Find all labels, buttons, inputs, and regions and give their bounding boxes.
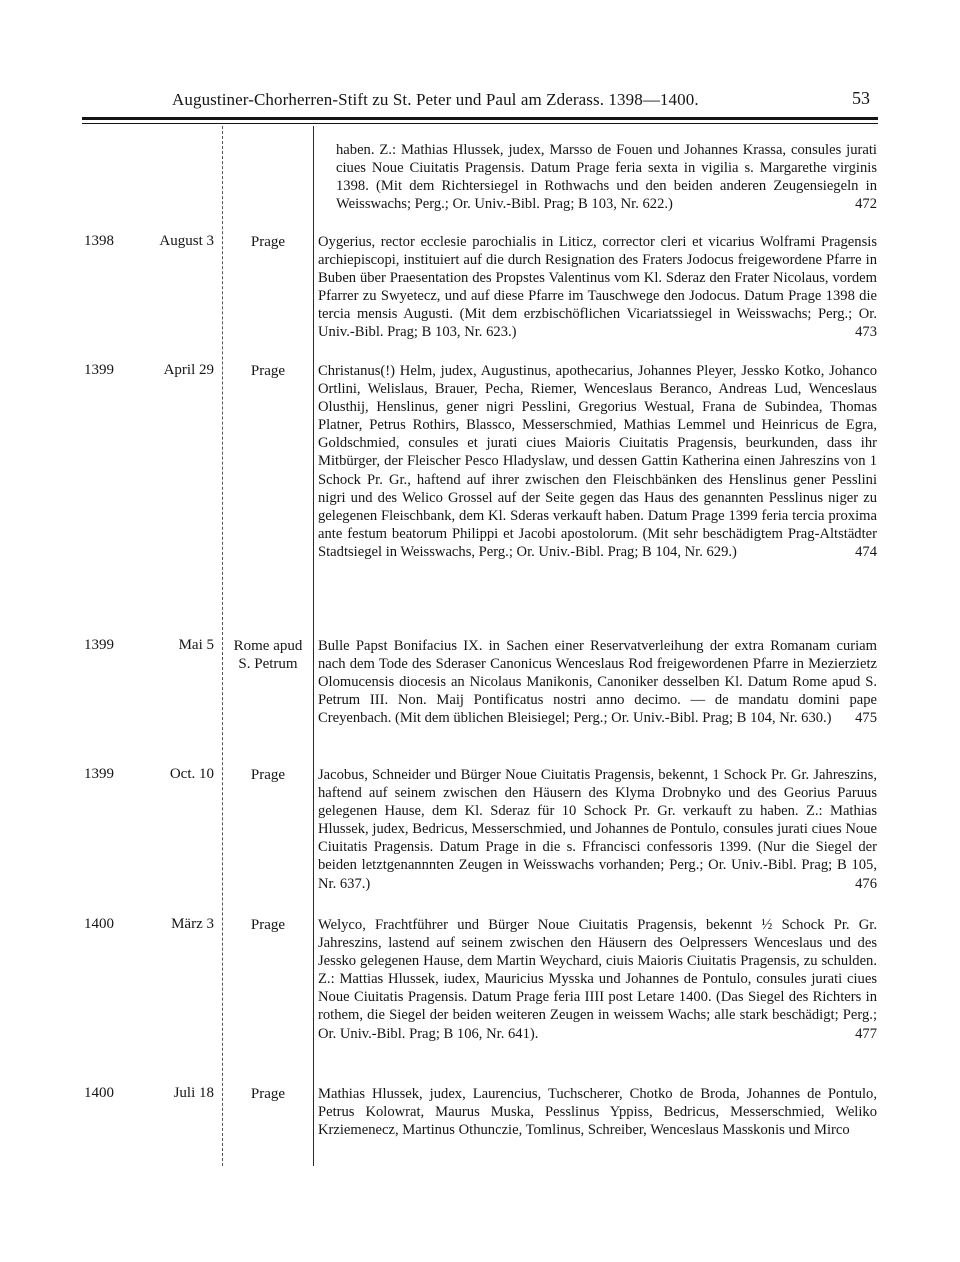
entry-475 bbox=[318, 637, 877, 727]
entry-year: 1399 bbox=[84, 362, 114, 378]
entry-473 bbox=[318, 233, 877, 342]
entry-number: 475 bbox=[855, 710, 877, 727]
entry-date: August 3 bbox=[159, 233, 214, 249]
entry-place: Prage bbox=[250, 234, 286, 250]
entry-place: Prage bbox=[250, 767, 286, 783]
page-number: 53 bbox=[852, 88, 870, 108]
column-divider-date bbox=[222, 126, 223, 1166]
entry-year: 1400 bbox=[84, 916, 114, 932]
running-head: Augustiner-Chorherren-Stift zu St. Peter und Paul am Zderass. 1398—1400. bbox=[172, 90, 699, 109]
entry-text: Jacobus, Schneider und Bürger Noue Ciuitatis Pragensis, bekennt, 1 Schock Pr. Gr. Jahreszins, haftend auf seinem zwischen den Häusern des Klyma Drobnyko und des Georius Paruus gelegenen Hause, dem Kl. Sderaz für 10 Schock Pr. Gr. verkauft zu haben. Z.: Mathias Hlussek, judex, Bedricus, Messerschmied, und Johannes de Pontulo, consules jurati ciues Noue Ciuitatis Pragensis. Datum Prage in die s. Ffrancisci confessoris 1399. (Nur die Siegel der beiden letztgenannnten Zeugen in Weisswachs vorhanden; Perg.; Or. Univ.-Bibl. Prag; B 105, Nr. 637.) bbox=[318, 767, 877, 892]
entry-continuation bbox=[336, 141, 877, 213]
entry-number: 473 bbox=[855, 324, 877, 341]
entry-text: haben. Z.: Mathias Hlussek, judex, Marsso de Fouen und Johannes Krassa, consules jurati ciues Noue Ciuitatis Pragensis. Datum Prage feria sexta in vigilia s. Margarethe virginis 1398. (Mit dem Richtersiegel in Rothwachs und den beiden anderen Zeugensiegeln in Weisswachs; Perg.; Or. Univ.-Bibl. Prag; B 103, Nr. 622.) bbox=[336, 142, 877, 213]
entry-year: 1399 bbox=[84, 637, 114, 653]
entry-year: 1398 bbox=[84, 233, 114, 249]
entry-text: Welyco, Frachtführer und Bürger Noue Ciuitatis Pragensis, bekennt ½ Schock Pr. Gr. Jahreszins, lastend auf seinem zwischen den Häusern des Oelpressers Wenceslaus und des Jessko gelegenen Hause, dem Martin Weychard, ciuis Maioris Ciuitatis Pragensis, zu schulden. Z.: Mattias Hlussek, iudex, Mauricius Mysska und Johannes de Pontulo, consules jurati ciues Noue Ciuitatis Pragensis. Datum Prage feria IIII post Letare 1400. (Das Siegel des Richters in rothem, die Siegel der beiden weiteren Zeugen in weissem Wachs; alle stark beschädigt; Perg.; Or. Univ.-Bibl. Prag; B 106, Nr. 641). bbox=[318, 917, 877, 1042]
entry-text: Christanus(!) Helm, judex, Augustinus, apothecarius, Johannes Pleyer, Jessko Kotko, Johanco Ortlini, Welislaus, Brauer, Pecha, Riemer, Wenceslaus Beranco, Andreas Lud, Wenceslaus Olusthij, Henslinus, gener nigri Pesslini, Gregorius Westual, Frana de Subindea, Thomas Platner, Petrus Rothirs, Blassco, Messerschmied, Mathias Lemmel und Heinricus de Egra, Goldschmied, consules et jurati ciues Maioris Ciuitatis Pragensis, beurkunden, dass ihr Mitbürger, der Fleischer Pesco Hladyslaw, und dessen Gattin Katherina einen Jahreszins von 1 Schock Pr. Gr., haftend auf ihrer zwischen den Fleischbänken des Henslinus gener Pesslini nigri und des Welico Grossel auf der Seite gegen das Haus des genannten Pesslinus niger zu gelegenen Fleischbank, dem Kl. Sderas verkauft haben. Datum Prage 1399 feria tercia proxima ante festum beatorum Philippi et Jacobi apostolorum. (Mit sehr beschädigtem Prag-Altstädter Stadtsiegel in Weisswachs, Perg.; Or. Univ.-Bibl. Prag; B 104, Nr. 629.) bbox=[318, 363, 877, 560]
entry-place: Prage bbox=[250, 363, 286, 379]
entry-number: 474 bbox=[855, 543, 877, 560]
header-rule-thin bbox=[82, 123, 878, 124]
entry-477 bbox=[318, 916, 877, 1043]
entry-number: 476 bbox=[855, 875, 877, 892]
entry-date: Oct. 10 bbox=[169, 766, 214, 782]
entry-text: Bulle Papst Bonifacius IX. in Sachen einer Reservatverleihung der extra Romanam curiam nach dem Tode des Sderaser Canonicus Wenceslaus Rod freigewordenen Pfarre in Mezierzietz Olomucensis diocesis an Nicolaus Manikonis, Canoniker desselben Kl. Datum Rome apud S. Petrum III. Non. Maij Pontificatus nostri anno decimo. — de mandatu domini pape Creyenbach. (Mit dem üblichen Bleisiegel; Perg.; Or. Univ.-Bibl. Prag; B 104, Nr. 630.) bbox=[318, 638, 877, 727]
entry-date: Mai 5 bbox=[178, 637, 214, 653]
entry-text: Oygerius, rector ecclesie parochialis in Liticz, corrector cleri et vicarius Wolframi Pragensis archiepiscopi, instituiert auf die durch Resignation des Fraters Jodocus freigewordene Pfarre in Buben über Praesentation des Propstes Valentinus vom Kl. Sderaz den Frater Nicolaus, vordem Pfarrer zu Swyetecz, und auf diese Pfarre im Tauschwege den Jodocus. Datum Prage 1398 die tercia mensis Augusti. (Mit dem erzbischöflichen Vicariatssiegel in Weisswachs; Perg.; Or. Univ.-Bibl. Prag; B 103, Nr. 623.) bbox=[318, 234, 877, 341]
entry-place: Prage bbox=[250, 1086, 286, 1102]
header-rule-thick bbox=[82, 117, 878, 120]
entry-number: 477 bbox=[855, 1025, 877, 1042]
entry-text: Mathias Hlussek, judex, Laurencius, Tuchscherer, Chotko de Broda, Johannes de Pontulo, Petrus Kolowrat, Maurus Muska, Pesslinus Yppiss, Bedricus, Messerschmied, Weliko Krziemenecz, Martinus Othunczie, Tomlinus, Schreiber, Wenceslaus Masskonis und Mirco bbox=[318, 1086, 877, 1139]
entry-number: 472 bbox=[855, 196, 877, 213]
entry-date: Juli 18 bbox=[173, 1085, 214, 1101]
entry-476 bbox=[318, 766, 877, 893]
entry-474 bbox=[318, 362, 877, 561]
entry-date: April 29 bbox=[163, 362, 214, 378]
entry-place: Prage bbox=[250, 917, 286, 933]
entry-place: Rome apud S. Petrum bbox=[233, 638, 303, 672]
column-divider-text bbox=[313, 126, 314, 1166]
entry-478 bbox=[318, 1085, 877, 1139]
entry-year: 1399 bbox=[84, 766, 114, 782]
entry-year: 1400 bbox=[84, 1085, 114, 1101]
entry-date: März 3 bbox=[171, 916, 214, 932]
